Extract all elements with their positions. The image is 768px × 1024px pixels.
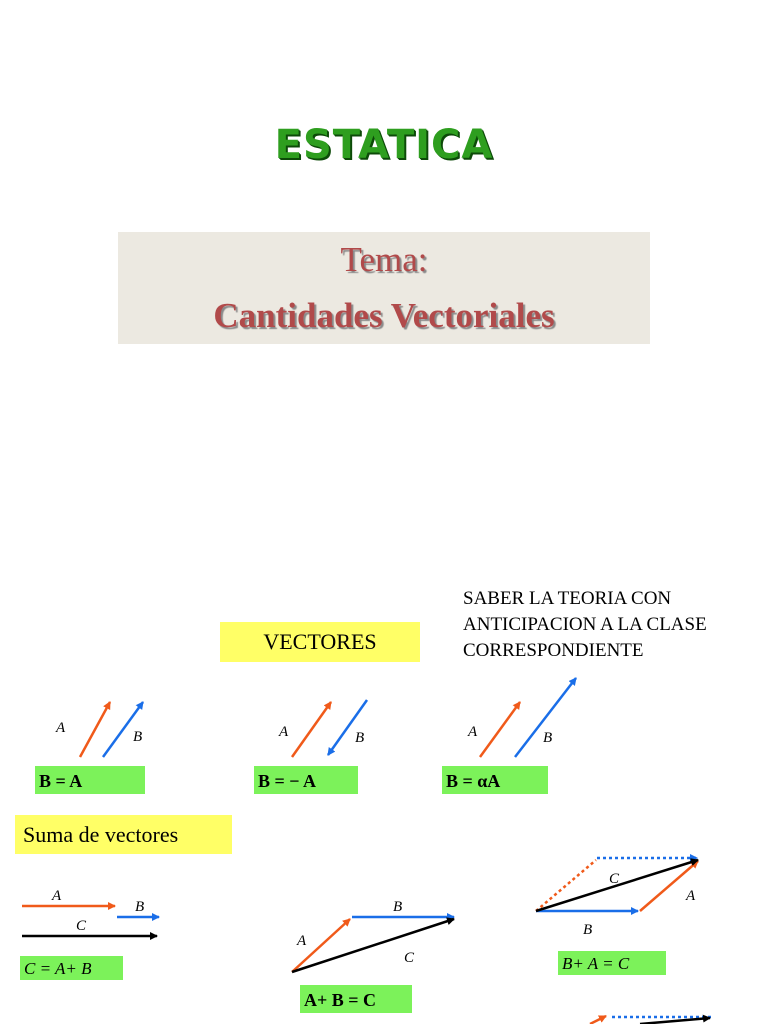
vector-c-label: C (404, 950, 415, 966)
vector-b-label: B (133, 729, 143, 745)
diagram-sum-collinear (22, 888, 159, 936)
diagram-partial-bottom (590, 1016, 712, 1024)
vector-a-label: A (686, 888, 696, 904)
diagram-opposite-vectors (278, 700, 367, 757)
equation-sum-triangle: A+ B = C (300, 985, 412, 1013)
vector-c-label: C (76, 918, 87, 934)
equation-sum-collinear: C = A+ B (20, 956, 123, 980)
vector-c-arrow (640, 1018, 710, 1024)
vector-a-dotted (536, 860, 596, 911)
slide-title: ESTATICA (274, 122, 494, 168)
equation-equal-vectors: B = A (35, 766, 145, 794)
equation-opposite-vectors: B = − A (254, 766, 358, 794)
vector-a-label: A (297, 933, 307, 949)
diagram-sum-triangle (292, 899, 454, 972)
diagram-equal-vectors (55, 702, 143, 757)
vector-b-label: B (543, 730, 553, 746)
equation-commutative: B+ A = C (558, 951, 666, 975)
vector-c-label: C (609, 871, 620, 887)
vector-a-arrow (80, 702, 110, 757)
study-note: SABER LA TEORIA CON ANTICIPACION A LA CLASE CORRESPONDIENTE (463, 588, 707, 661)
vector-b-label: B (393, 899, 403, 915)
vector-c-arrow (292, 919, 454, 972)
diagram-commutative (536, 858, 698, 938)
sum-heading: Suma de vectores (15, 815, 232, 854)
vector-a-label: A (468, 724, 478, 740)
vector-a-arrow (590, 1016, 606, 1024)
vector-a-arrow (292, 702, 331, 757)
topic-label: Tema: (340, 240, 428, 279)
vector-a-label: A (279, 724, 289, 740)
vector-b-label: B (355, 730, 365, 746)
equation-scalar-multiple: B = αA (442, 766, 548, 794)
topic-name: Cantidades Vectoriales (213, 296, 555, 335)
vector-a-label: A (52, 888, 62, 904)
vector-a-arrow (480, 702, 520, 757)
vectors-heading: VECTORES (220, 622, 420, 662)
vector-b-arrow (328, 700, 367, 755)
vector-a-label: A (56, 720, 66, 736)
diagram-scalar-multiple (467, 678, 576, 757)
vector-b-label: B (135, 899, 145, 915)
vector-b-label: B (583, 922, 593, 938)
